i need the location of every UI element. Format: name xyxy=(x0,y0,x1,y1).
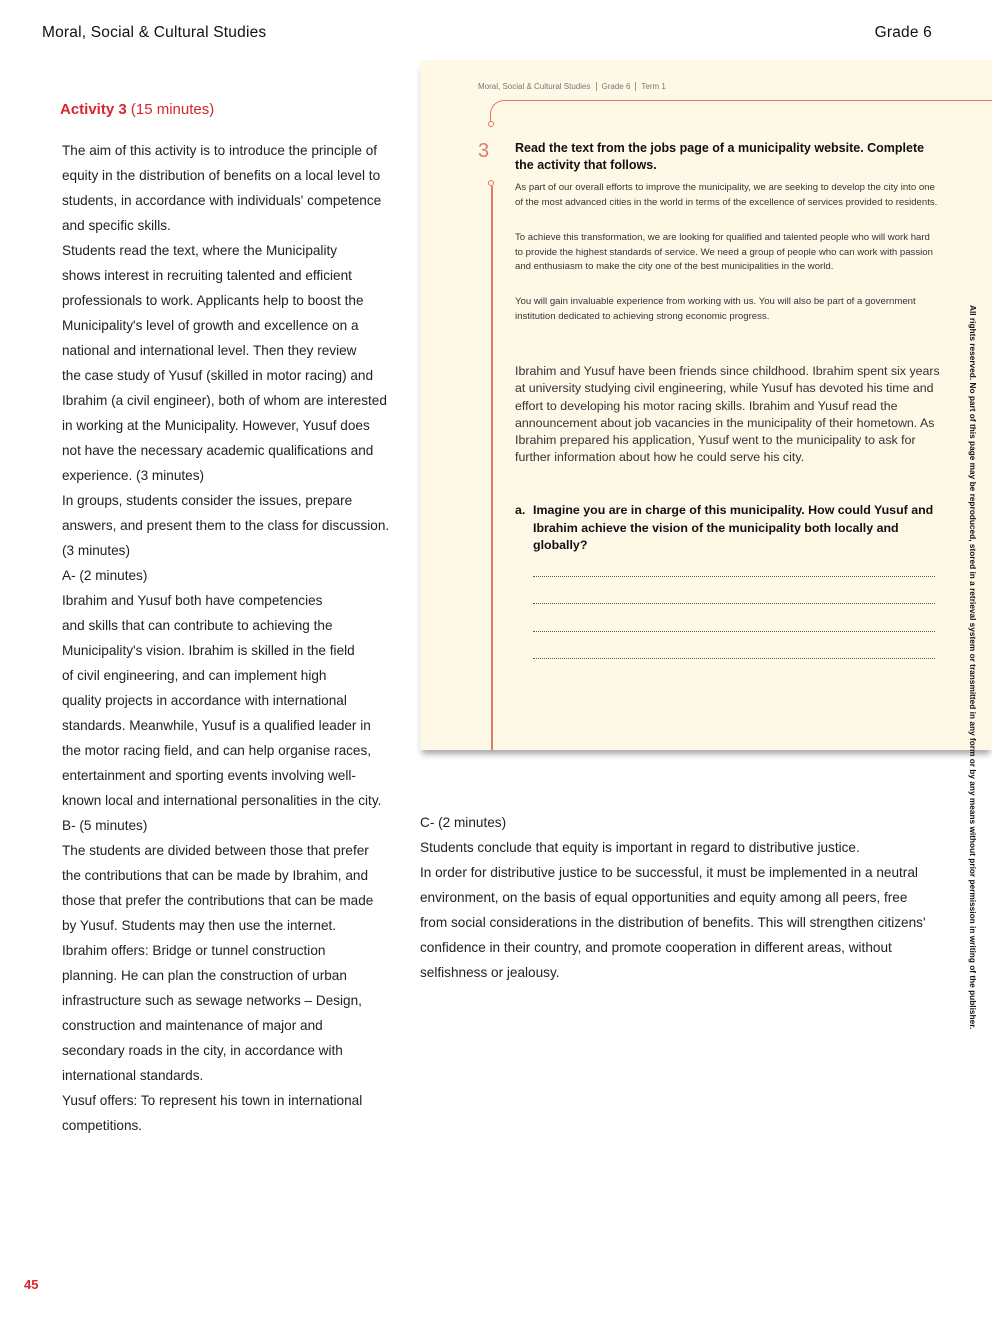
text-line: from social considerations in the distribution of benefits. This will strengthen citizens' xyxy=(420,915,926,930)
activity-duration: (15 minutes) xyxy=(130,101,215,118)
text-line: those that prefer the contributions that can be made xyxy=(62,893,374,908)
activity-title xyxy=(60,101,214,118)
text-line: planning. He can plan the construction of urban xyxy=(62,968,347,983)
text-line: and specific skills. xyxy=(62,218,171,233)
text-line: construction and maintenance of major and xyxy=(62,1018,323,1033)
text-line: students, in accordance with individuals' competence xyxy=(62,193,382,208)
running-header-grade: Grade 6 xyxy=(874,24,932,41)
sub-question-label: a. xyxy=(515,503,526,517)
text-line: B- (5 minutes) xyxy=(62,818,148,833)
text-line: by Yusuf. Students may then use the internet. xyxy=(62,918,337,933)
text-line: Students conclude that equity is important in regard to distributive justice. xyxy=(420,840,860,855)
text-line: professionals to work. Applicants help to boost the xyxy=(62,293,364,308)
text-line: confidence in their country, and promote cooperation in different areas, without xyxy=(420,940,892,955)
answer-line[interactable] xyxy=(533,603,935,604)
text-line: the motor racing field, and can help organise races, xyxy=(62,743,372,758)
activity-label: Activity 3 xyxy=(60,101,127,118)
text-line: (3 minutes) xyxy=(62,543,130,558)
text-line: Ibrahim and Yusuf both have competencies xyxy=(62,593,323,608)
text-line: secondary roads in the city, in accordance with xyxy=(62,1043,343,1058)
text-line: Ibrahim (a civil engineer), both of whom are interested xyxy=(62,393,387,408)
text-line: In groups, students consider the issues, prepare xyxy=(62,493,353,508)
text-line: shows interest in recruiting talented and efficient xyxy=(62,268,352,283)
text-line: environment, on the basis of equal opportunities and equity among all peers, free xyxy=(420,890,908,905)
text-line: known local and international personalities in the city. xyxy=(62,793,382,808)
text-line: the case study of Yusuf (skilled in motor racing) and xyxy=(62,368,374,383)
website-paragraph: As part of our overall efforts to improve the municipality, we are seeking to develop the city into one of the most advanced cities in the world in terms of the excellence of services provided to residents. xyxy=(515,182,938,208)
text-line: national and international level. Then they review xyxy=(62,343,357,358)
question-instruction: Read the text from the jobs page of a municipality website. Complete the activity that follows. xyxy=(515,141,925,172)
text-line: A- (2 minutes) xyxy=(62,568,148,583)
text-line: of civil engineering, and can implement high xyxy=(62,668,327,683)
text-line: not have the necessary academic qualifications and xyxy=(62,443,374,458)
text-line: The aim of this activity is to introduce the principle of xyxy=(62,143,378,158)
inset-header xyxy=(478,82,666,91)
sub-question-text: Imagine you are in charge of this municipality. How could Yusuf and Ibrahim achieve the vision of the municipality both locally and globally? xyxy=(533,503,934,552)
question-number: 3 xyxy=(478,140,490,162)
text-line: Ibrahim offers: Bridge or tunnel construction xyxy=(62,943,326,958)
text-line: standards. Meanwhile, Yusuf is a qualified leader in xyxy=(62,718,371,733)
text-line: selfishness or jealousy. xyxy=(420,965,560,980)
website-paragraph: To achieve this transformation, we are looking for qualified and talented people who will work hard to provide the highest standards of service. We need a group of people who can work with passion and enthusiasm to make the city one of the best municipalities in the world. xyxy=(515,232,933,272)
text-line: Municipality's vision. Ibrahim is skilled in the field xyxy=(62,643,355,658)
page-number: 45 xyxy=(24,1277,39,1292)
decorative-dot xyxy=(488,121,494,127)
teacher-notes-left xyxy=(62,138,392,1138)
inset-subject: Moral, Social & Cultural Studies xyxy=(478,82,591,91)
text-line: answers, and present them to the class for discussion. xyxy=(62,518,390,533)
website-paragraph: You will gain invaluable experience from working with us. You will also be part of a government institution dedicated to achieving strong economic progress. xyxy=(515,296,916,322)
decorative-line xyxy=(490,100,992,124)
text-line: The students are divided between those that prefer xyxy=(62,843,369,858)
copyright-notice: All rights reserved. No part of this page may be reproduced, stored in a retrieval system or transmitted in any form or by any means without prior permission in writing of the publisher. xyxy=(968,305,978,1030)
decorative-dot xyxy=(488,180,494,186)
answer-line[interactable] xyxy=(533,658,935,659)
text-line: international standards. xyxy=(62,1068,204,1083)
sub-question xyxy=(515,502,940,555)
text-line: in working at the Municipality. However, Yusuf does xyxy=(62,418,370,433)
text-line: Students read the text, where the Municipality xyxy=(62,243,338,258)
student-book-inset xyxy=(420,60,992,750)
text-line: quality projects in accordance with international xyxy=(62,693,347,708)
text-line: In order for distributive justice to be successful, it must be implemented in a neutral xyxy=(420,865,918,880)
text-line: entertainment and sporting events involving well- xyxy=(62,768,356,783)
case-study-text: Ibrahim and Yusuf have been friends since childhood. Ibrahim spent six years at university studying civil engineering, while Yusuf has devoted his time and effort to developing his motor racing skills. Ibrahim and Yusuf read the announcement about job vacancies in the municipality of their hometown. As Ibrahim prepared his application, Yusuf went to the municipality to ask for further information about how he could serve his city. xyxy=(515,364,940,465)
text-line: infrastructure such as sewage networks – Design, xyxy=(62,993,362,1008)
teacher-notes-right xyxy=(420,810,926,985)
answer-line[interactable] xyxy=(533,631,935,632)
text-line: Municipality's level of growth and excellence on a xyxy=(62,318,359,333)
running-header-subject: Moral, Social & Cultural Studies xyxy=(42,24,267,41)
decorative-line xyxy=(491,186,493,750)
text-line: and skills that can contribute to achieving the xyxy=(62,618,333,633)
inset-term: Term 1 xyxy=(641,82,666,91)
text-line: equity in the distribution of benefits on a local level to xyxy=(62,168,381,183)
text-line: the contributions that can be made by Ibrahim, and xyxy=(62,868,369,883)
text-line: competitions. xyxy=(62,1118,143,1133)
text-line: experience. (3 minutes) xyxy=(62,468,205,483)
answer-line[interactable] xyxy=(533,576,935,577)
text-line: Yusuf offers: To represent his town in international xyxy=(62,1093,363,1108)
inset-grade: Grade 6 xyxy=(601,82,631,91)
text-line: C- (2 minutes) xyxy=(420,815,507,830)
